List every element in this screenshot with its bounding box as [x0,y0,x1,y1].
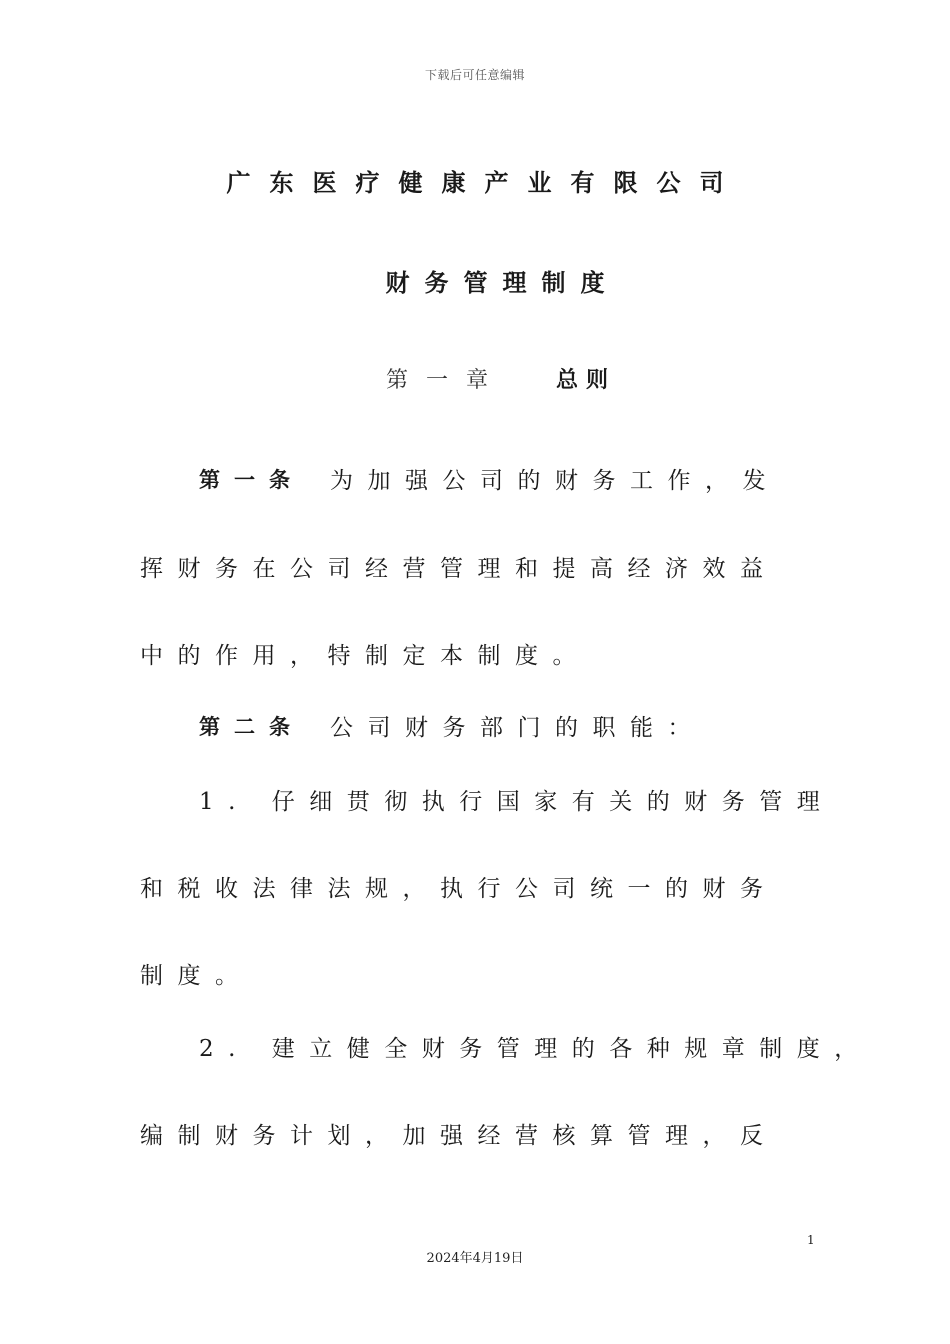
item-2-line-1: 2. 建立健全财务管理的各种规章制度， [199,1036,872,1062]
item-1-line-1: 1. 仔细贯彻执行国家有关的财务管理 [199,789,835,815]
article-1-line-1: 为加强公司的财务工作，发 [330,468,780,494]
article-1-line-2: 挥财务在公司经营管理和提高经济效益 [140,556,778,582]
article-2-label: 第二条 [199,714,304,739]
page-header: 下载后可任意编辑 [424,68,525,82]
chapter-number: 第一章 [386,368,507,393]
article-1-line-3: 中的作用，特制定本制度。 [140,643,590,669]
item-1-line-3: 制度。 [140,963,253,989]
document-title: 财务管理制度 [385,269,620,297]
company-title: 广东医疗健康产业有限公司 [226,169,743,197]
footer-date: 2024年4月19日 [426,1251,524,1266]
item-1-line-2: 和税收法律法规，执行公司统一的财务 [140,876,778,902]
page-number: 1 [807,1233,815,1247]
chapter-title: 总则 [556,368,617,393]
article-1-label: 第一条 [199,467,304,492]
item-2-line-2: 编制财务计划，加强经营核算管理，反 [140,1123,778,1149]
article-2-text: 公司财务部门的职能： [330,715,705,741]
